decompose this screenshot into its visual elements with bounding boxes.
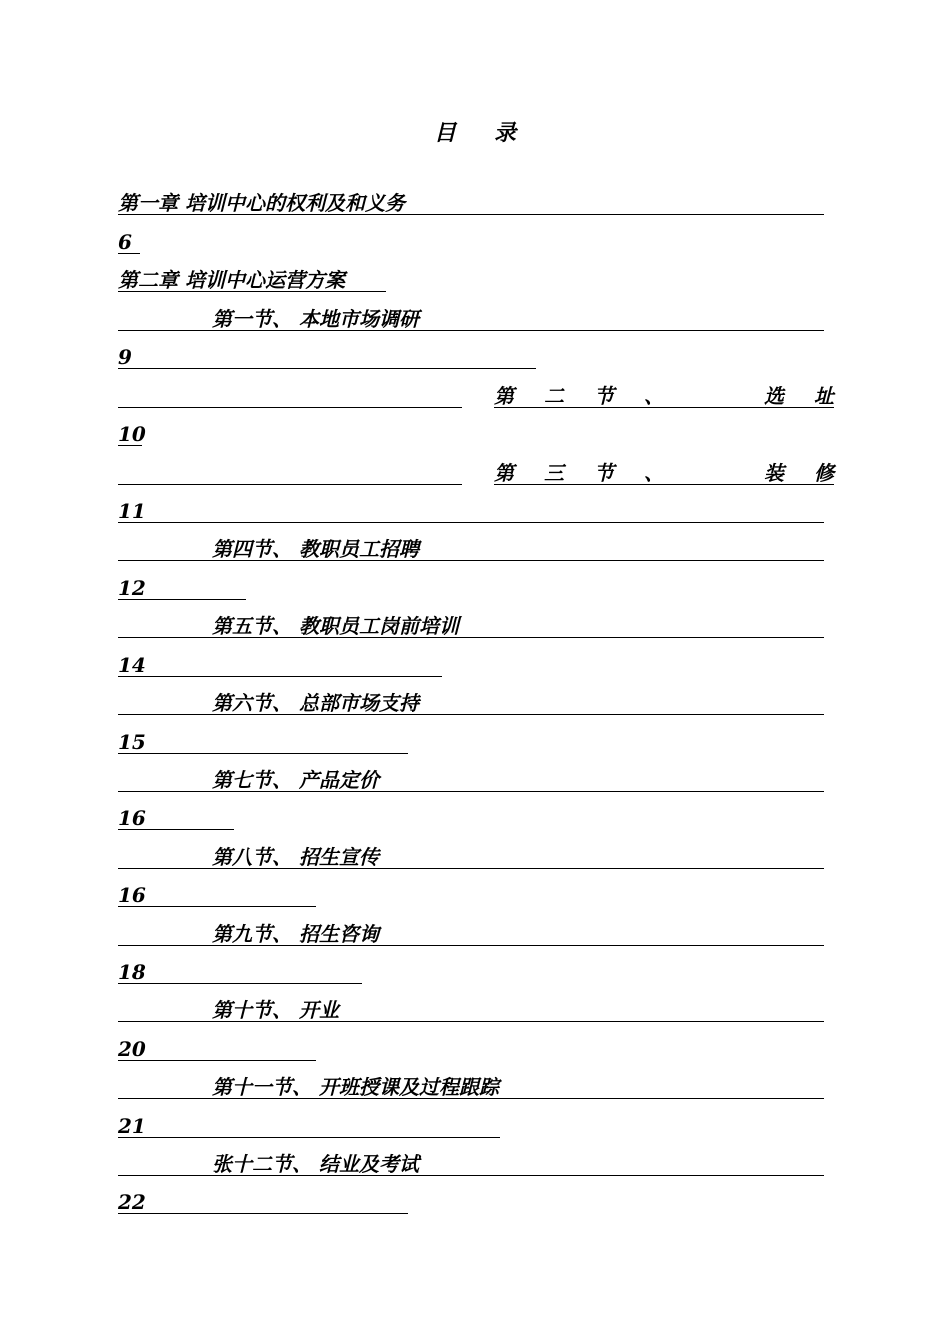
- toc-section-3-label: [494, 461, 834, 485]
- toc-leader-line: [118, 291, 386, 292]
- toc-leader-line: [118, 1098, 824, 1099]
- toc-chapter-1-page-line[interactable]: [118, 230, 142, 254]
- toc-section-9[interactable]: [118, 922, 824, 946]
- toc-section-2-page-line[interactable]: [118, 422, 146, 446]
- toc-section-3-page: 11: [118, 499, 146, 523]
- toc-section-10[interactable]: [118, 998, 824, 1022]
- toc-section-4-page: 12: [118, 576, 146, 600]
- toc-section-7[interactable]: [118, 768, 824, 792]
- toc-leader-line: [118, 637, 824, 638]
- toc-leader-line: [118, 484, 462, 485]
- toc-section-10-page-line[interactable]: [118, 1037, 316, 1061]
- toc-leader-line: [118, 676, 442, 677]
- toc-chapter-2[interactable]: [118, 268, 398, 292]
- toc-section-2-char: 、: [644, 384, 664, 408]
- toc-section-1-page: 9: [118, 345, 132, 369]
- toc-leader-line: [118, 407, 462, 408]
- toc-section-4[interactable]: [118, 537, 824, 561]
- toc-section-5-page-line[interactable]: [118, 653, 442, 677]
- toc-chapter-2-label: 第二章 培训中心运营方案: [118, 268, 345, 292]
- toc-section-11-label: 第十一节、 开班授课及过程跟踪: [212, 1075, 499, 1099]
- toc-leader-line: [118, 599, 246, 600]
- toc-section-5[interactable]: [118, 614, 824, 638]
- toc-section-2-char: 选: [764, 384, 784, 408]
- toc-section-3-char: 三: [544, 461, 564, 485]
- toc-section-1-page-line[interactable]: [118, 345, 536, 369]
- toc-section-6-page: 15: [118, 730, 146, 754]
- toc-section-3-page-line[interactable]: [118, 499, 824, 523]
- toc-section-3-char: 节: [594, 461, 614, 485]
- toc-section-6[interactable]: [118, 691, 824, 715]
- toc-leader-line: [118, 791, 824, 792]
- toc-leader-line: [118, 983, 362, 984]
- toc-section-2-char: 节: [594, 384, 614, 408]
- toc-title-right: 录: [494, 120, 517, 146]
- toc-section-9-page: 18: [118, 960, 146, 984]
- toc-section-4-label: 第四节、 教职员工招聘: [212, 537, 419, 561]
- toc-section-2-char: 二: [544, 384, 564, 408]
- toc-section-6-page-line[interactable]: [118, 730, 408, 754]
- toc-section-10-page: 20: [118, 1037, 146, 1061]
- toc-section-5-page: 14: [118, 653, 146, 677]
- toc-section-10-label: 第十节、 开业: [212, 998, 339, 1022]
- toc-section-9-label: 第九节、 招生咨询: [212, 922, 379, 946]
- toc-section-8-page-line[interactable]: [118, 883, 316, 907]
- toc-section-2-page: 10: [118, 422, 146, 446]
- toc-leader-line: [118, 945, 824, 946]
- toc-section-1[interactable]: [118, 307, 824, 331]
- toc-section-9-page-line[interactable]: [118, 960, 362, 984]
- toc-section-2[interactable]: [118, 384, 834, 408]
- toc-leader-line: [118, 368, 536, 369]
- toc-section-11-page-line[interactable]: [118, 1114, 500, 1138]
- toc-leader-line: [118, 753, 408, 754]
- toc-section-8[interactable]: [118, 845, 824, 869]
- toc-chapter-1[interactable]: [118, 191, 824, 215]
- toc-section-3[interactable]: [118, 461, 834, 485]
- toc-section-3-char: 装: [764, 461, 784, 485]
- toc-section-6-label: 第六节、 总部市场支持: [212, 691, 419, 715]
- toc-section-12-page: 22: [118, 1190, 146, 1214]
- toc-leader-line: [118, 829, 234, 830]
- toc-section-12-label: 张十二节、 结业及考试: [212, 1152, 419, 1176]
- toc-leader-line: [118, 906, 316, 907]
- toc-leader-line: [118, 1021, 824, 1022]
- toc-title: [0, 116, 950, 147]
- toc-section-12[interactable]: [118, 1152, 824, 1176]
- toc-leader-line: [118, 214, 824, 215]
- toc-leader-line: [494, 407, 834, 408]
- toc-leader-line: [494, 484, 834, 485]
- toc-leader-line: [118, 1060, 316, 1061]
- toc-section-8-page: 16: [118, 883, 146, 907]
- toc-section-11[interactable]: [118, 1075, 824, 1099]
- toc-section-2-char: 第: [494, 384, 514, 408]
- toc-section-3-char: 、: [644, 461, 664, 485]
- toc-section-2-char: 址: [814, 384, 834, 408]
- toc-section-1-label: 第一节、 本地市场调研: [212, 307, 419, 331]
- toc-leader-line: [118, 445, 142, 446]
- toc-leader-line: [118, 714, 824, 715]
- toc-leader-line: [118, 1213, 408, 1214]
- toc-section-2-label: [494, 384, 834, 408]
- toc-leader-line: [118, 868, 824, 869]
- toc-leader-line: [118, 330, 824, 331]
- toc-leader-line: [118, 1137, 500, 1138]
- toc-chapter-1-page: 6: [118, 230, 132, 254]
- toc-section-7-label: 第七节、 产品定价: [212, 768, 379, 792]
- toc-section-5-label: 第五节、 教职员工岗前培训: [212, 614, 459, 638]
- toc-chapter-1-label: 第一章 培训中心的权利及和义务: [118, 191, 405, 215]
- toc-leader-line: [118, 560, 824, 561]
- toc-leader-line: [118, 522, 824, 523]
- toc-section-3-char: 第: [494, 461, 514, 485]
- toc-leader-line: [118, 253, 140, 254]
- toc-leader-line: [118, 1175, 824, 1176]
- toc-section-12-page-line[interactable]: [118, 1190, 408, 1214]
- toc-section-4-page-line[interactable]: [118, 576, 246, 600]
- toc-section-3-char: 修: [814, 461, 834, 485]
- toc-section-7-page: 16: [118, 806, 146, 830]
- toc-section-7-page-line[interactable]: [118, 806, 234, 830]
- toc-section-8-label: 第八节、 招生宣传: [212, 845, 379, 869]
- toc-title-left: 目: [433, 120, 456, 146]
- toc-section-11-page: 21: [118, 1114, 146, 1138]
